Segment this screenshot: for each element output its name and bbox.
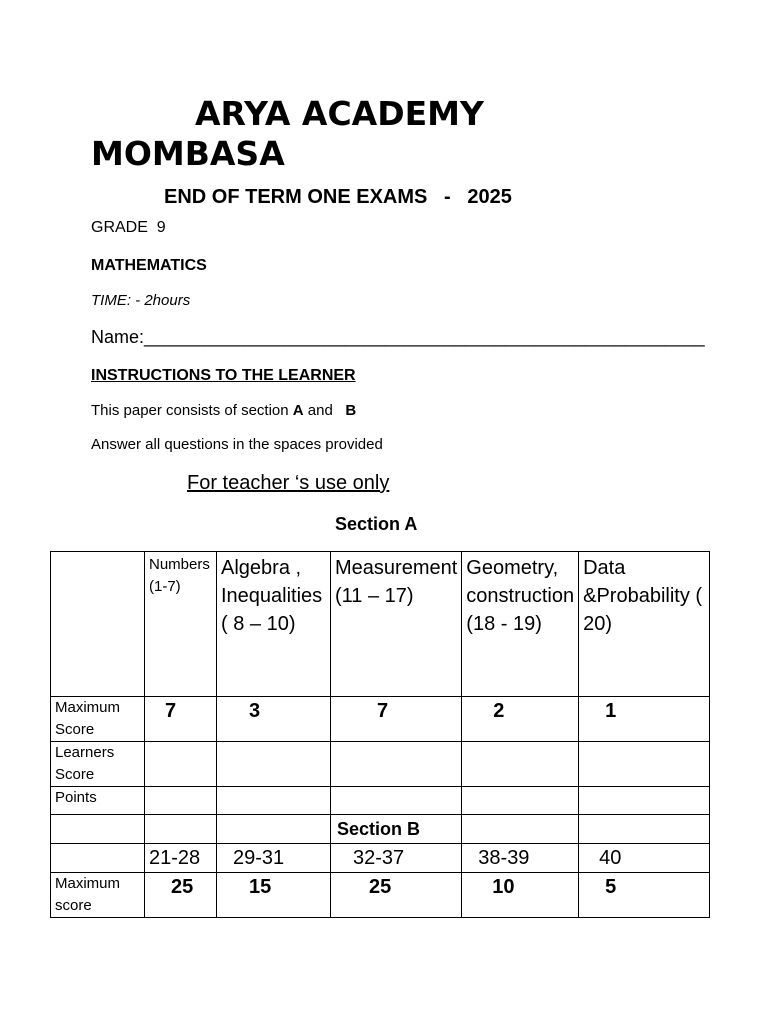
max-score-cell: 7 xyxy=(145,697,217,742)
empty-cell xyxy=(51,844,145,873)
row-label: Maximum score xyxy=(51,873,145,918)
school-name-line2: MOMBASA xyxy=(91,134,285,173)
learner-score-cell[interactable] xyxy=(579,742,710,787)
column-header: Measurement (11 – 17) xyxy=(331,552,462,697)
school-name xyxy=(91,94,651,174)
row-label: Learners Score xyxy=(51,742,145,787)
learner-score-cell[interactable] xyxy=(462,742,579,787)
table-corner-cell xyxy=(51,552,145,697)
question-range-cell: 40 xyxy=(579,844,710,873)
section-a-heading: Section A xyxy=(335,514,418,534)
question-range-cell: 21-28 xyxy=(145,844,217,873)
learner-score-cell[interactable] xyxy=(145,742,217,787)
max-score-cell: 25 xyxy=(331,873,462,918)
table-row xyxy=(51,742,710,787)
learner-score-cell[interactable] xyxy=(217,742,331,787)
empty-cell xyxy=(51,815,145,844)
question-range-cell: 32-37 xyxy=(331,844,462,873)
empty-cell xyxy=(579,815,710,844)
score-table xyxy=(50,551,710,918)
points-cell[interactable] xyxy=(462,787,579,815)
instruction-sections-and: and xyxy=(303,402,346,419)
row-label: Points xyxy=(51,787,145,815)
max-score-cell: 2 xyxy=(462,697,579,742)
grade-label: GRADE 9 xyxy=(91,219,166,236)
table-row xyxy=(51,815,710,844)
instruction-sections xyxy=(91,402,356,419)
instructions-heading: INSTRUCTIONS TO THE LEARNER xyxy=(91,367,356,384)
points-cell[interactable] xyxy=(331,787,462,815)
school-name-line1: ARYA ACADEMY xyxy=(195,94,484,133)
section-b-mark: B xyxy=(345,402,357,419)
name-field: Name:________________________________________________________ xyxy=(91,327,705,347)
points-cell[interactable] xyxy=(579,787,710,815)
question-range-cell: 38-39 xyxy=(462,844,579,873)
row-label: Maximum Score xyxy=(51,697,145,742)
table-row xyxy=(51,697,710,742)
exam-title: END OF TERM ONE EXAMS - 2025 xyxy=(164,186,512,208)
table-row xyxy=(51,787,710,815)
column-header: Numbers (1-7) xyxy=(145,552,217,697)
column-header: Geometry, construction (18 - 19) xyxy=(462,552,579,697)
points-cell[interactable] xyxy=(217,787,331,815)
section-a-mark: A xyxy=(292,402,304,419)
max-score-cell: 10 xyxy=(462,873,579,918)
teacher-use-heading: For teacher ‘s use only xyxy=(187,472,390,494)
subject-label: MATHEMATICS xyxy=(91,257,207,274)
column-header: Algebra , Inequalities ( 8 – 10) xyxy=(217,552,331,697)
max-score-cell: 3 xyxy=(217,697,331,742)
instruction-answer-all: Answer all questions in the spaces provided xyxy=(91,436,383,453)
max-score-cell: 15 xyxy=(217,873,331,918)
max-score-cell: 7 xyxy=(331,697,462,742)
table-row xyxy=(51,844,710,873)
learner-score-cell[interactable] xyxy=(331,742,462,787)
empty-cell xyxy=(217,815,331,844)
max-score-cell: 1 xyxy=(579,697,710,742)
table-row xyxy=(51,873,710,918)
section-b-heading: Section B xyxy=(331,815,462,844)
column-header: Data &Probability ( 20) xyxy=(579,552,710,697)
points-cell[interactable] xyxy=(145,787,217,815)
table-header-row xyxy=(51,552,710,697)
empty-cell xyxy=(145,815,217,844)
max-score-cell: 5 xyxy=(579,873,710,918)
empty-cell xyxy=(462,815,579,844)
max-score-cell: 25 xyxy=(145,873,217,918)
instruction-sections-prefix: This paper consists of section xyxy=(91,402,293,419)
time-label: TIME: - 2hours xyxy=(91,292,191,309)
question-range-cell: 29-31 xyxy=(217,844,331,873)
